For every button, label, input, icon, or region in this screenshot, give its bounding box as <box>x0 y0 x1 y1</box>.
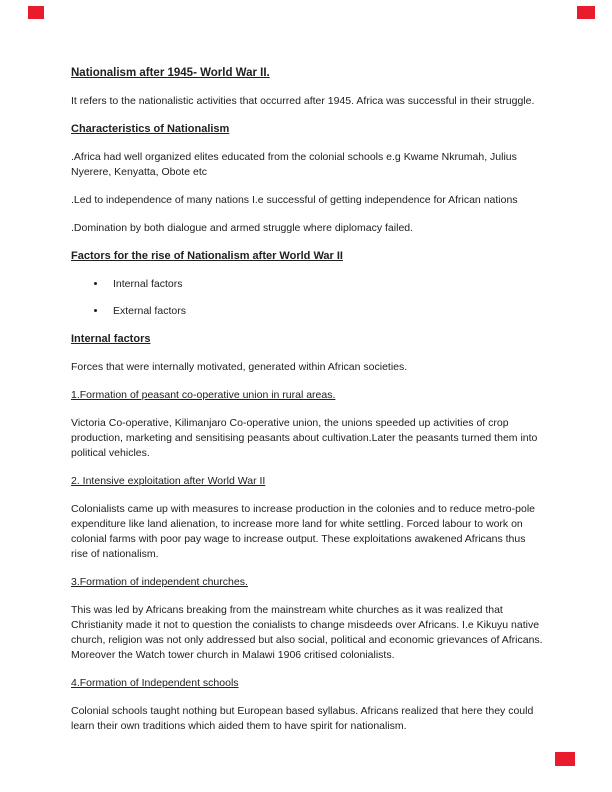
red-marker-top-right <box>577 6 595 19</box>
item-heading-2: 2. Intensive exploitation after World War II <box>71 475 266 487</box>
item-body-4: Colonial schools taught nothing but European based syllabus. Africans realized that here they could learn their own traditions which aided them to have spirit for nationalism. <box>71 705 534 732</box>
characteristics-point: .Domination by both dialogue and armed struggle where diplomacy failed. <box>71 222 414 234</box>
characteristics-point: .Led to independence of many nations I.e successful of getting independence for African nations <box>71 194 518 206</box>
section-heading-characteristics: Characteristics of Nationalism <box>71 123 230 135</box>
section-heading-factors: Factors for the rise of Nationalism after World War II <box>71 250 343 262</box>
red-marker-top-left <box>28 6 44 19</box>
internal-factors-intro: Forces that were internally motivated, generated within African societies. <box>71 361 408 373</box>
document-title: Nationalism after 1945- World War II. <box>71 67 270 79</box>
item-body-1: Victoria Co-operative, Kilimanjaro Co-operative union, the unions speeded up activities of crop production, marketing and sensitising peasants about cultivation.Later the peasants turned them into political vehicles. <box>71 417 538 459</box>
characteristics-point: .Africa had well organized elites educated from the colonial schools e.g Kwame Nkrumah, Julius Nyerere, Kenyatta, Obote etc <box>71 151 517 178</box>
bullet-item-internal-factors: • Internal factors <box>107 277 545 292</box>
item-heading-4: 4.Formation of Independent schools <box>71 677 239 689</box>
item-body-2: Colonialists came up with measures to increase production in the colonies and to reduce metro-pole expenditure like land alienation, to increase more land for white settling. Forced labour to work on colonial farms with poor pay wage to increase output. These exploitations awakened Africans thus rise of nationalism. <box>71 503 535 560</box>
section-heading-internal-factors: Internal factors <box>71 333 151 345</box>
item-heading-1: 1.Formation of peasant co-operative union in rural areas. <box>71 389 336 401</box>
document-content <box>71 66 545 747</box>
red-marker-bottom-right <box>555 752 575 766</box>
factors-bullet-list <box>71 277 545 319</box>
item-heading-3: 3.Formation of independent churches. <box>71 576 248 588</box>
item-body-3: This was led by Africans breaking from the mainstream white churches as it was realized that Christianity made it not to question the conialists to change misdeeds over Africans. I.e Kikuyu native church, religion was not only addressed but also social, political and economic grievances of Africans. Moreover the Watch tower church in Malawi 1906 critised colonialists. <box>71 604 543 661</box>
intro-paragraph: It refers to the nationalistic activities that occurred after 1945. Africa was successful in their struggle. <box>71 95 535 107</box>
bullet-item-external-factors: • External factors <box>107 304 545 319</box>
